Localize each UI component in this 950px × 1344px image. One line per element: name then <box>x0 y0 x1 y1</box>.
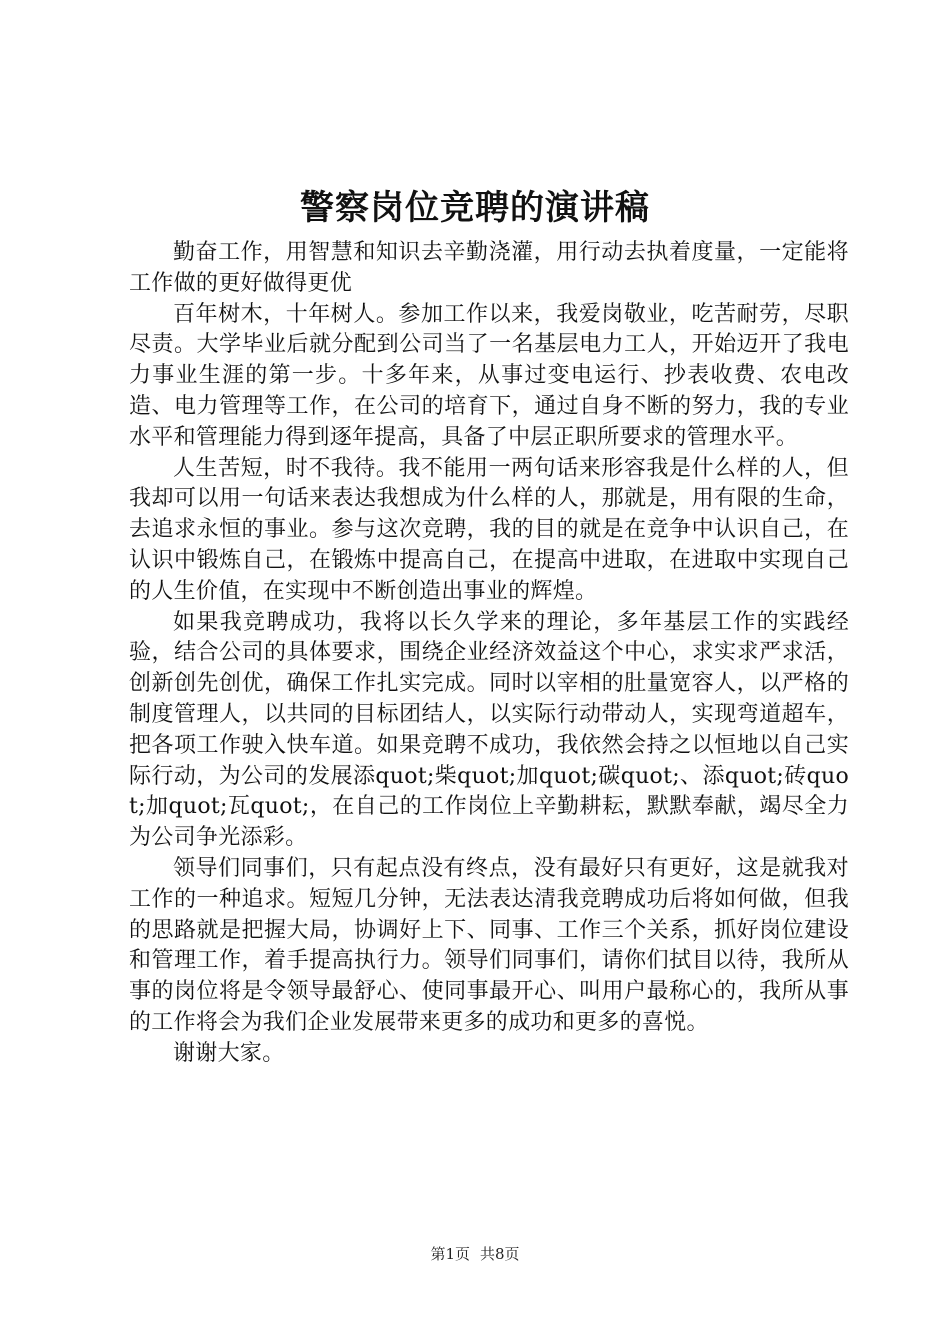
document-title: 警察岗位竞聘的演讲稿 <box>300 188 650 228</box>
document-body <box>129 238 849 1070</box>
paragraph-intro: 勤奋工作，用智慧和知识去辛勤浇灌，用行动去执着度量，一定能将工作做的更好做得更优 <box>129 240 849 296</box>
page-total: 共8页 <box>480 1245 520 1263</box>
page-footer <box>0 1243 950 1265</box>
page-number: 第1页 <box>430 1245 470 1263</box>
paragraph-thanks: 谢谢大家。 <box>173 1040 285 1066</box>
paragraph-closing: 领导们同事们，只有起点没有终点，没有最好只有更好，这是就我对工作的一种追求。短短几分钟，无法表达清我竞聘成功后将如何做，但我的思路就是把握大局，协调好上下、同事、工作三个关系，抓好岗位建设和管理工作，着手提高执行力。领导们同事们，请你们拭目以待，我所从事的岗位将是令领导最舒心、使同事最开心、叫用户最称心的，我所从事的工作将会为我们企业发展带来更多的成功和更多的喜悦。 <box>129 855 849 1035</box>
paragraph-motivation: 人生苦短，时不我待。我不能用一两句话来形容我是什么样的人，但我却可以用一句话来表达我想成为什么样的人，那就是，用有限的生命，去追求永恒的事业。参与这次竞聘，我的目的就是在竞争中认识自己，在认识中锻炼自己，在锻炼中提高自己，在提高中进取，在进取中实现自己的人生价值，在实现中不断创造出事业的辉煌。 <box>129 455 849 604</box>
paragraph-experience: 百年树木，十年树人。参加工作以来，我爱岗敬业，吃苦耐劳，尽职尽责。大学毕业后就分配到公司当了一名基层电力工人，开始迈开了我电力事业生涯的第一步。十多年来，从事过变电运行、抄表收费、农电改造、电力管理等工作，在公司的培育下，通过自身不断的努力，我的专业水平和管理能力得到逐年提高，具备了中层正职所要求的管理水平。 <box>129 301 849 450</box>
paragraph-plan: 如果我竞聘成功，我将以长久学来的理论，多年基层工作的实践经验，结合公司的具体要求，围绕企业经济效益这个中心，求实求严求活，创新创先创优，确保工作扎实完成。同时以宰相的肚量宽容人，以严格的制度管理人，以共同的目标团结人，以实际行动带动人，实现弯道超车，把各项工作驶入快车道。如果竞聘不成功，我依然会持之以恒地以自己实际行动，为公司的发展添quot;柴quot;加quot;碳quot;、添quot;砖quot;加quot;瓦quot;，在自己的工作岗位上辛勤耕耘，默默奉献，竭尽全力为公司争光添彩。 <box>129 609 849 851</box>
